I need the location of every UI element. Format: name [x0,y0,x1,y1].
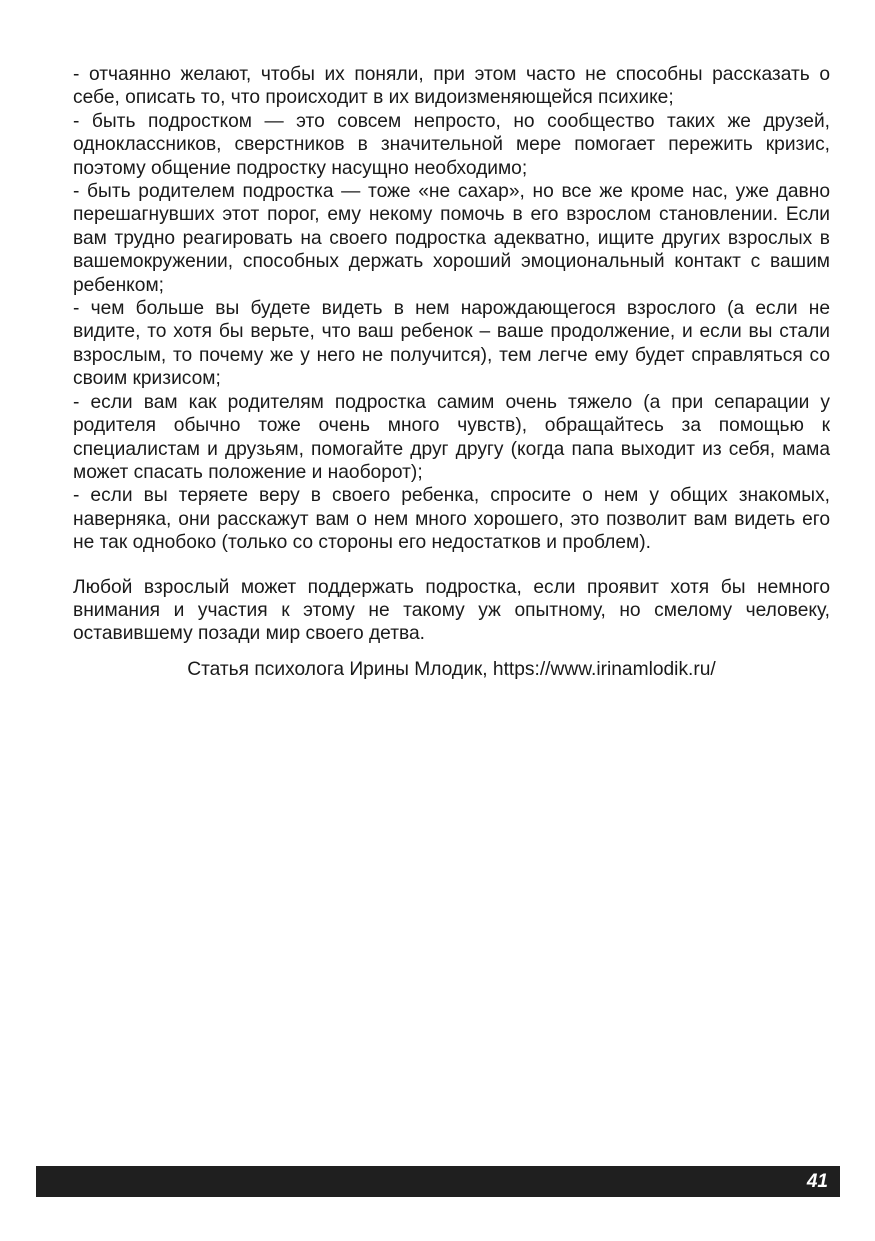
bullet-paragraph: - быть подростком — это совсем непросто, но сообщество таких же друзей, одноклассников, сверстников в значительной мере помогает пережить кризис, поэтому общение подростку насущно необходимо; [73,110,830,179]
article-body [73,63,830,682]
conclusion-paragraph: Любой взрослый может поддержать подростка, если проявит хотя бы немного внимания и участия к этому не такому уж опытному, но смелому человеку, оставившему позади мир своего детва. [73,576,830,645]
footer-bar [36,1166,840,1197]
page-number: 41 [806,1171,828,1192]
paragraph-spacer [73,646,830,658]
paragraph-spacer [73,555,830,576]
bullet-paragraph: - если вы теряете веру в своего ребенка, спросите о нем у общих знакомых, наверняка, они расскажут вам о нем много хорошего, это позволит вам видеть его не так однобоко (только со стороны его недостатков и проблем). [73,485,830,554]
bullet-paragraph: - быть родителем подростка — тоже «не сахар», но все же кроме нас, уже давно перешагнувших этот порог, ему некому помочь в его взрослом становлении. Если вам трудно реагировать на своего подростка адекватно, ищите других взрослых в вашемокружении, способных держать хороший эмоциональный контакт с вашим ребенком; [73,181,830,296]
article-source: Статья психолога Ирины Млодик, https://www.irinamlodik.ru/ [187,658,716,680]
bullet-paragraph: - отчаянно желают, чтобы их поняли, при этом часто не способны рассказать о себе, описать то, что происходит в их видоизменяющейся психике; [73,64,830,109]
bullet-paragraph: - если вам как родителям подростка самим очень тяжело (а при сепарации у родителя обычно тоже очень много чувств), обращайтесь за помощью к специалистам и друзьям, помогайте друг другу (когда папа выходит из себя, мама может спасать положение и наоборот); [73,391,830,483]
bullet-paragraph: - чем больше вы будете видеть в нем нарождающегося взрослого (а если не видите, то хотя бы верьте, что ваш ребенок – ваше продолжение, и если вы стали взрослым, то почему же у него не получится), тем легче ему будет справляться со своим кризисом; [73,298,830,390]
